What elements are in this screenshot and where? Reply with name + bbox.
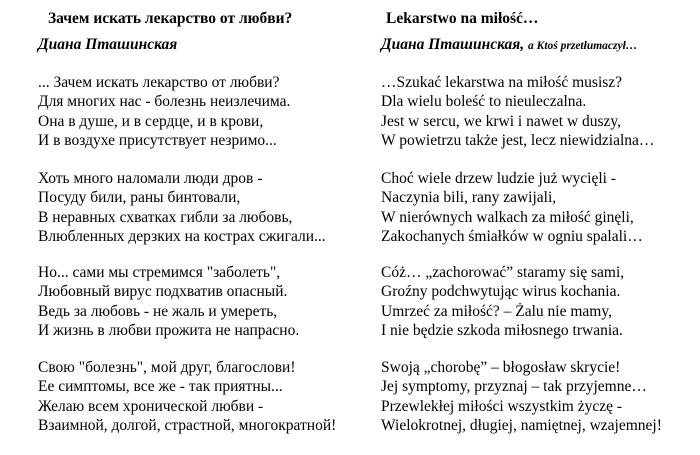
- poem-line: Zakochanych śmiałków w ogniu spalali…: [381, 227, 643, 245]
- poem-line: Ведь за любовь - не жаль и умереть,: [38, 302, 278, 320]
- poem-line: Naczynia bili, rany zawijali,: [381, 189, 557, 207]
- poem-line: Любовный вирус подхватив опасный.: [38, 283, 288, 301]
- poem-line: Посуду били, раны бинтовали,: [38, 189, 241, 207]
- poem-line: Желаю всем хронической любви -: [38, 397, 264, 415]
- poem-line: Jest w sercu, we krwi i nawet w duszy,: [381, 112, 622, 130]
- poem-line: Cóż… „zachorować” staramy się sami,: [381, 264, 625, 281]
- poem-line: Она в душе, и в сердце, и в крови,: [38, 112, 264, 130]
- poem-line: Но... сами мы стремимся "заболеть",: [38, 264, 281, 281]
- translation-poem-author: [381, 34, 637, 57]
- poem-line: Dla wielu boleść to nieuleczalna.: [381, 93, 587, 111]
- poem-line: Swoją „chorobę” – błogosław skrycie!: [381, 359, 621, 376]
- poem-line: И в воздухе присутствует незримо...: [38, 131, 277, 149]
- poem-line: Groźny podchwytując wirus kochania.: [381, 283, 621, 301]
- translation-stanza-4: [381, 358, 662, 435]
- poem-line: Хоть много наломали люди дров -: [38, 170, 263, 187]
- poem-line: Przewlekłej miłości wszystkim życzę -: [381, 397, 623, 415]
- translation-poem-title: Lekarstwo na miłość…: [386, 10, 539, 27]
- poem-line: Взаимной, долгой, страстной, многократной!: [38, 416, 337, 434]
- poem-line: Choć wiele drzew ludzie już wycięli -: [381, 170, 616, 187]
- poem-line: Ее симптомы, все же - так приятны...: [38, 378, 283, 396]
- original-stanza-3: [38, 263, 299, 340]
- poem-line: Для многих нас - болезнь неизлечима.: [38, 93, 291, 111]
- poem-line: Влюбленных дерзких на кострах сжигали...: [38, 227, 326, 245]
- translation-stanza-3: [381, 263, 624, 340]
- poem-line: I nie będzie szkoda miłosnego trwania.: [381, 321, 623, 339]
- poem-line: В неравных схватках гибли за любовь,: [38, 208, 293, 226]
- poem-line: W nierównych walkach za miłość ginęli,: [381, 208, 634, 226]
- poem-line: ... Зачем искать лекарство от любви?: [38, 74, 280, 91]
- translation-stanza-2: [381, 169, 643, 246]
- translator-note: a Ktoś przetłumaczył…: [528, 40, 638, 52]
- original-poem-title: Зачем искать лекарство от любви?: [48, 10, 293, 27]
- poem-line: W powietrzu także jest, lecz niewidzialna…: [381, 131, 655, 149]
- original-poem-author: Диана Пташинская: [38, 36, 178, 53]
- original-stanza-4: [38, 358, 336, 435]
- poem-line: И жизнь в любви прожита не напрасно.: [38, 321, 300, 339]
- poem-line: …Szukać lekarstwa na miłość musisz?: [381, 74, 623, 91]
- poem-line: Wielokrotnej, długiej, namiętnej, wzajemnej!: [381, 416, 662, 434]
- translation-stanza-1: [381, 73, 654, 150]
- poem-line: Свою "болезнь", мой друг, благослови!: [38, 359, 296, 376]
- poem-line: Umrzeć za miłość? – Żalu nie mamy,: [381, 302, 612, 320]
- original-stanza-2: [38, 169, 326, 246]
- translation-author-name: Диана Пташинская,: [381, 36, 525, 53]
- original-stanza-1: [38, 73, 290, 150]
- poem-line: Jej symptomy, przyznaj – tak przyjemne…: [381, 378, 647, 396]
